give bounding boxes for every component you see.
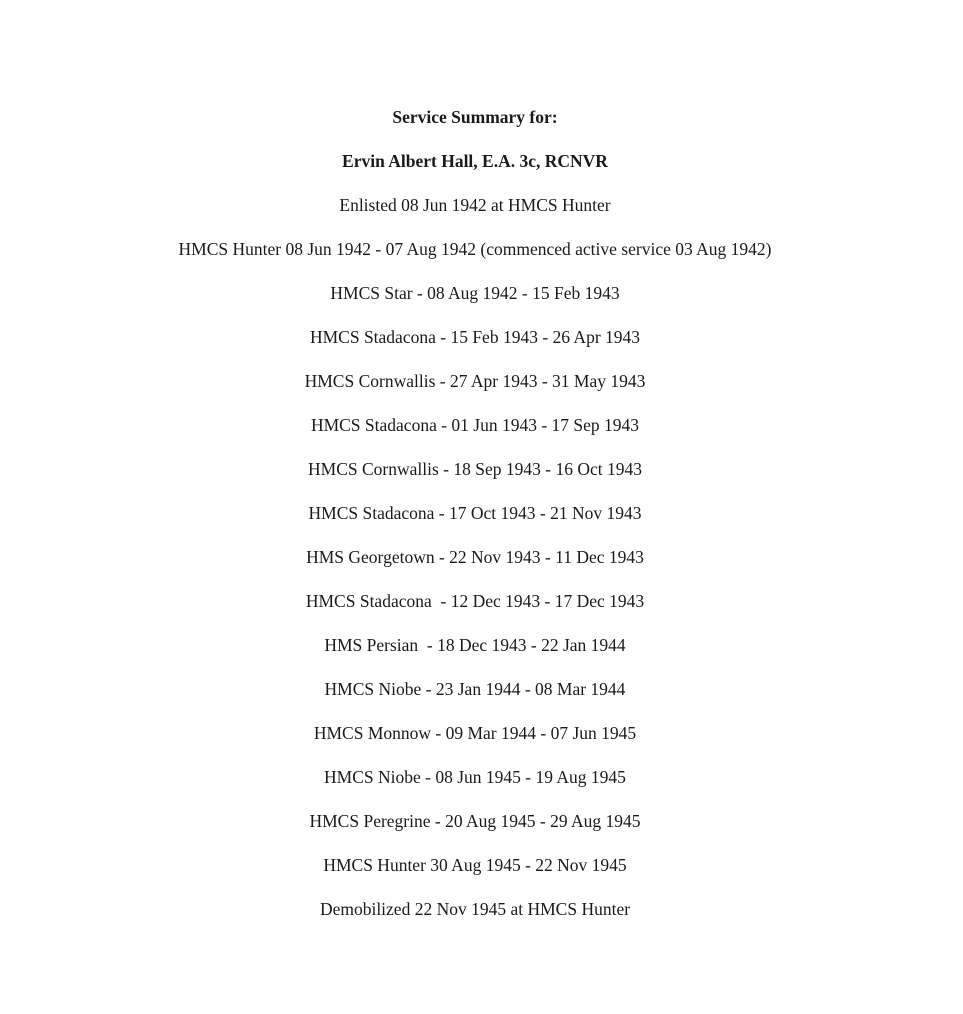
service-entry: HMCS Cornwallis - 27 Apr 1943 - 31 May 1943 bbox=[304, 371, 646, 391]
service-entries-list bbox=[0, 236, 950, 896]
service-entry: HMCS Star - 08 Aug 1942 - 15 Feb 1943 bbox=[330, 283, 620, 303]
service-entry: HMCS Peregrine - 20 Aug 1945 - 29 Aug 1945 bbox=[309, 811, 641, 831]
document-heading: Service Summary for: bbox=[392, 107, 558, 127]
service-entry: HMCS Stadacona - 17 Oct 1943 - 21 Nov 1943 bbox=[308, 503, 642, 523]
service-entry: HMCS Stadacona - 01 Jun 1943 - 17 Sep 1943 bbox=[310, 415, 640, 435]
service-entry: HMCS Stadacona - 12 Dec 1943 - 17 Dec 1943 bbox=[305, 591, 645, 611]
service-entry: HMCS Hunter 30 Aug 1945 - 22 Nov 1945 bbox=[323, 855, 627, 875]
service-entry: HMCS Niobe - 08 Jun 1945 - 19 Aug 1945 bbox=[324, 767, 626, 787]
service-entry: HMS Georgetown - 22 Nov 1943 - 11 Dec 1943 bbox=[306, 547, 644, 567]
service-entry: HMCS Niobe - 23 Jan 1944 - 08 Mar 1944 bbox=[324, 679, 626, 699]
enlisted-line: Enlisted 08 Jun 1942 at HMCS Hunter bbox=[339, 195, 611, 215]
service-entry: HMCS Stadacona - 15 Feb 1943 - 26 Apr 1943 bbox=[309, 327, 641, 347]
service-summary-document bbox=[0, 104, 950, 940]
service-entry: HMCS Hunter 08 Jun 1942 - 07 Aug 1942 (commenced active service 03 Aug 1942) bbox=[178, 239, 772, 259]
service-entry: HMS Persian - 18 Dec 1943 - 22 Jan 1944 bbox=[324, 635, 626, 655]
sailor-name: Ervin Albert Hall, E.A. 3c, RCNVR bbox=[342, 151, 608, 171]
demobilized-line: Demobilized 22 Nov 1945 at HMCS Hunter bbox=[319, 899, 631, 919]
service-entry: HMCS Cornwallis - 18 Sep 1943 - 16 Oct 1943 bbox=[308, 459, 642, 479]
service-entry: HMCS Monnow - 09 Mar 1944 - 07 Jun 1945 bbox=[313, 723, 637, 743]
